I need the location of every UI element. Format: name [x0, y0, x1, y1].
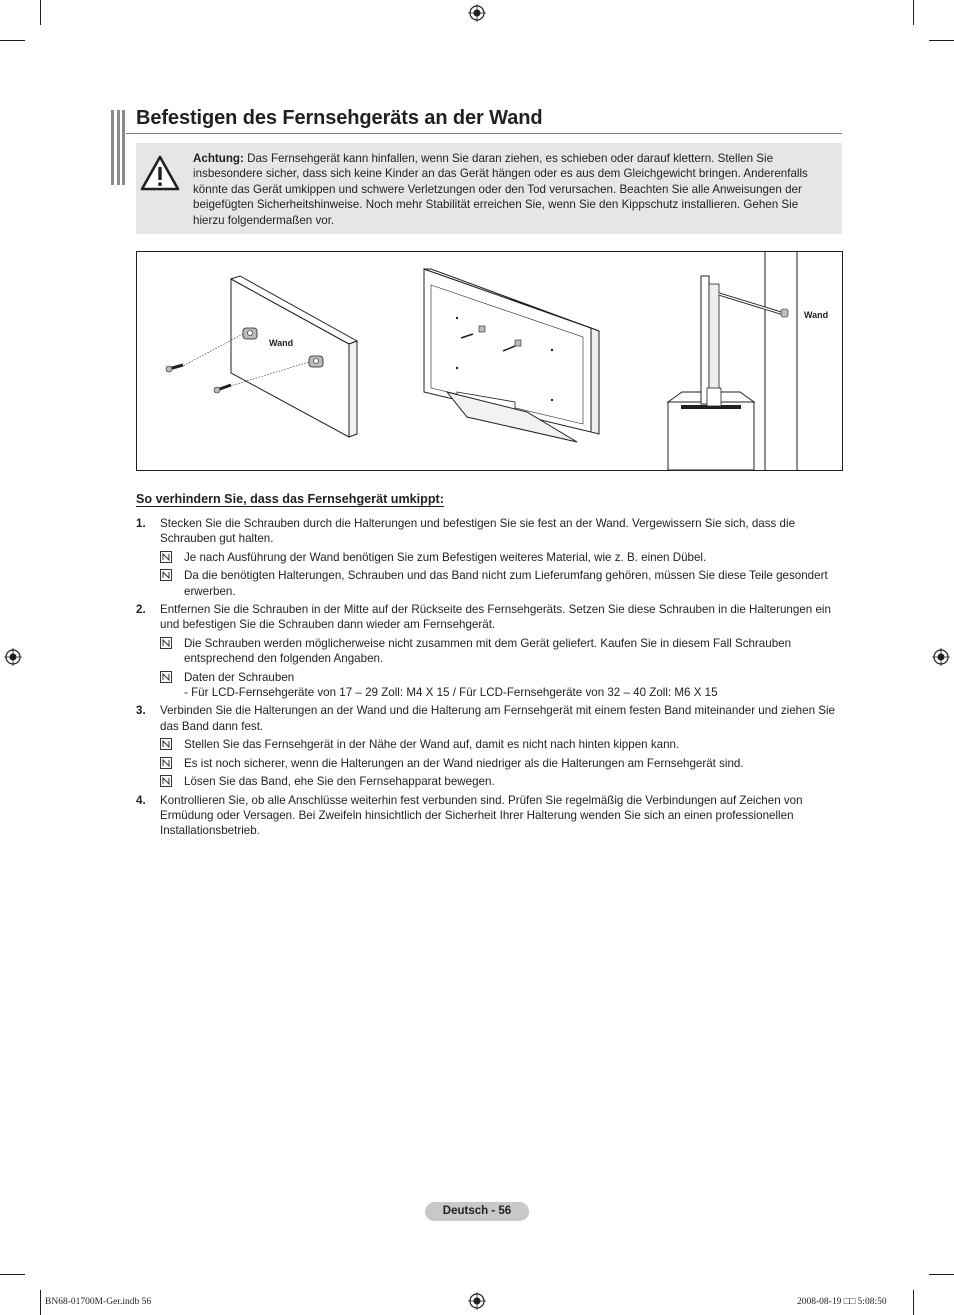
print-footer-left: BN68-01700M-Ger.indb 56	[45, 1297, 152, 1307]
screw-spec: - Für LCD-Fernsehgeräte von 17 – 29 Zoll: M4 X 15 / Für LCD-Fernsehgeräte von 32 – 40 Zoll: M6 X 15	[184, 686, 718, 700]
section-title: So verhindern Sie, dass das Fernsehgerät umkippt:	[136, 492, 444, 506]
illustration-drawing	[137, 252, 842, 470]
registration-mark-icon	[932, 648, 950, 666]
note-text: Stellen Sie das Fernsehgerät in der Nähe der Wand auf, damit es nicht nach hinten kippen kann.	[184, 738, 680, 752]
step-text: Entfernen Sie die Schrauben in der Mitte auf der Rückseite des Fernsehgeräts. Setzen Sie diese Schrauben in die Halterungen ein und befestigen Sie die Schrauben dann wieder am Fernsehgerät.	[160, 603, 831, 632]
step-item	[136, 793, 842, 839]
note-text: Da die benötigten Halterungen, Schrauben und das Band nicht zum Lieferumfang gehören, müssen Sie diese Teile gesondert erwerben.	[184, 569, 828, 598]
step-list	[136, 516, 842, 842]
note-icon	[160, 551, 172, 563]
note-text: Je nach Ausführung der Wand benötigen Sie zum Befestigen weiteres Material, wie z. B. einen Dübel.	[184, 550, 707, 564]
print-footer-right: 2008-08-19 □□ 5:08:50	[797, 1297, 887, 1307]
crop-mark	[913, 1290, 914, 1315]
note-text: Die Schrauben werden möglicherweise nicht zusammen mit dem Gerät geliefert. Kaufen Sie in diesem Fall Schrauben entsprechend den folgenden Angaben.	[184, 636, 792, 666]
wall-label: Wand	[804, 310, 829, 320]
title-divider	[126, 133, 842, 134]
registration-mark-icon	[468, 4, 486, 22]
note-item	[160, 737, 842, 752]
note-icon	[160, 775, 172, 787]
step-number: 3.	[136, 704, 146, 718]
title-decoration-bars	[111, 110, 125, 185]
crop-mark	[929, 1274, 954, 1275]
step-item	[136, 703, 842, 789]
crop-mark	[0, 1274, 25, 1275]
warning-label: Achtung:	[193, 152, 244, 165]
note-icon	[160, 738, 172, 750]
warning-body: Das Fernsehgerät kann hinfallen, wenn Sie daran ziehen, es schieben oder darauf klettern. Stellen Sie insbesondere sicher, dass sich keine Kinder an das Gerät hängen oder es aus dem Gleichgewicht bringen. Anderenfalls könnte das Gerät umkippen und schwere Verletzungen oder den Tod verursachen. Beachten Sie alle Anweisungen der beigefügten Sicherheitshinweise. Noch mehr Stabilität erreichen Sie, wenn Sie den Kippschutz installieren. Gehen Sie hierzu folgendermaßen vor.	[193, 152, 808, 227]
step-item	[136, 516, 842, 599]
note-icon	[160, 671, 172, 683]
note-icon	[160, 637, 172, 649]
note-icon	[160, 569, 172, 581]
note-item	[160, 670, 842, 701]
crop-mark	[913, 0, 914, 25]
step-text: Verbinden Sie die Halterungen an der Wand und die Halterung am Fernsehgerät mit einem festen Band miteinander und ziehen Sie das Band dann fest.	[160, 704, 836, 733]
step-text: Kontrollieren Sie, ob alle Anschlüsse weiterhin fest verbunden sind. Prüfen Sie regelmäßig die Verbindungen auf Zeichen von Ermüdung oder Versagen. Bei Zweifeln hinsichtlich der Sicherheit Ihrer Halterung wenden Sie sich an einen professionellen Installationsbetrieb.	[160, 793, 803, 838]
note-text: Es ist noch sicherer, wenn die Halterungen an der Wand niedriger als die Halterungen am Fernsehgerät sind.	[184, 756, 744, 770]
step-number: 1.	[136, 517, 146, 530]
registration-mark-icon	[4, 648, 22, 666]
warning-text	[193, 151, 823, 228]
wall-label: Wand	[269, 338, 294, 348]
note-item	[160, 568, 842, 599]
step-text: Stecken Sie die Schrauben durch die Halterungen und befestigen Sie sie fest an der Wand. Vergewissern Sie sich, dass die Schrauben gut halten.	[160, 517, 796, 546]
note-text: Lösen Sie das Band, ehe Sie den Fernsehapparat bewegen.	[184, 775, 495, 789]
crop-mark	[40, 1290, 41, 1315]
step-number: 2.	[136, 603, 146, 617]
page-title: Befestigen des Fernsehgeräts an der Wand	[136, 107, 543, 129]
warning-icon	[140, 155, 180, 191]
note-item	[160, 774, 842, 789]
note-item	[160, 550, 842, 565]
step-item	[136, 602, 842, 700]
note-item	[160, 636, 842, 667]
note-text: Daten der Schrauben	[184, 670, 295, 684]
crop-mark	[40, 0, 41, 25]
crop-mark	[0, 40, 25, 41]
note-item	[160, 756, 842, 771]
registration-mark-icon	[468, 1292, 486, 1310]
step-number: 4.	[136, 793, 146, 807]
note-icon	[160, 757, 172, 769]
page-number-badge: Deutsch - 56	[425, 1202, 529, 1221]
wall-mount-illustration	[136, 251, 843, 471]
crop-mark	[929, 40, 954, 41]
